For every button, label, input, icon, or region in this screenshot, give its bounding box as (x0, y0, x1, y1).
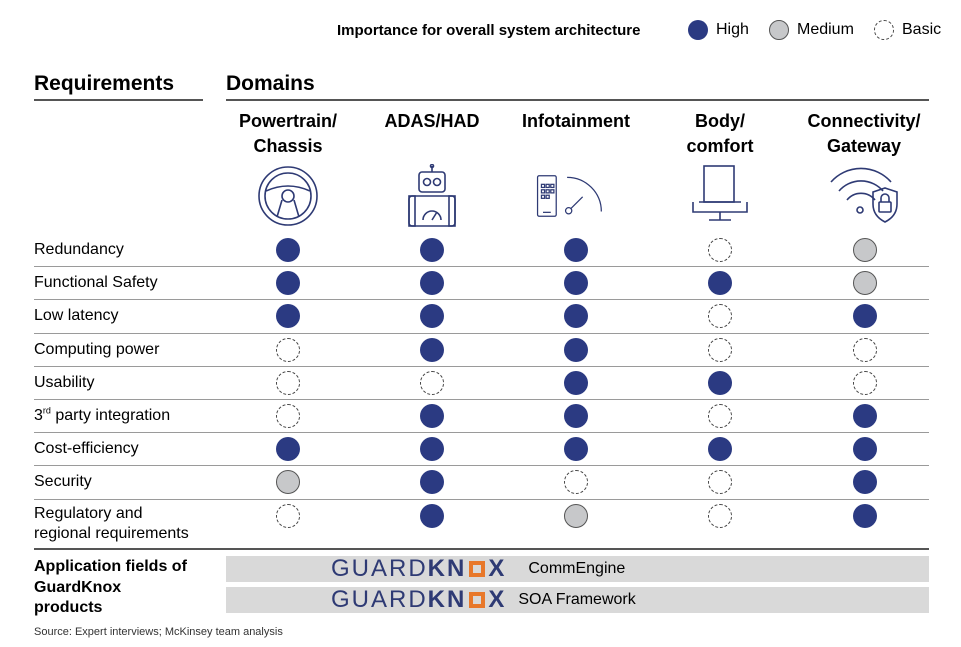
column-header-line2: Chassis (253, 136, 323, 156)
row-label (34, 504, 189, 544)
legend-title: Importance for overall system architecture (337, 22, 641, 39)
importance-dot-high (708, 371, 732, 395)
product-name: SOA Framework (518, 591, 636, 608)
importance-dot-high (708, 271, 732, 295)
importance-dot-high (420, 304, 444, 328)
importance-dot-basic (708, 304, 732, 328)
row-label-text: Low latency (34, 307, 119, 325)
importance-dot-high (276, 238, 300, 262)
importance-dot-basic (420, 371, 444, 395)
column-header-body (645, 109, 795, 159)
logo-text-x: X (488, 586, 507, 613)
row-label-line1 (34, 306, 119, 326)
row-label-line1 (34, 504, 189, 524)
importance-dot-basic (276, 338, 300, 362)
row-label (34, 406, 170, 426)
logo-text-guard: GUARD (331, 586, 428, 613)
column-header-adas (357, 109, 507, 134)
row-label (34, 306, 119, 326)
column-header-line1: ADAS/HAD (384, 111, 480, 131)
importance-dot-high (276, 271, 300, 295)
row-divider (34, 465, 929, 466)
importance-dot-high (276, 437, 300, 461)
column-header-line1: Infotainment (522, 111, 630, 131)
importance-dot-high (853, 437, 877, 461)
product-name: CommEngine (528, 560, 626, 577)
legend-high-label: High (716, 21, 749, 38)
column-header-line1: Powertrain/ (238, 111, 338, 131)
importance-dot-basic (708, 238, 732, 262)
importance-dot-high (420, 470, 444, 494)
importance-dot-basic (708, 470, 732, 494)
importance-dot-medium (853, 271, 877, 295)
importance-dot-basic (708, 338, 732, 362)
importance-dot-high (420, 271, 444, 295)
row-label-text: Security (34, 473, 92, 491)
row-label-text: Usability (34, 373, 95, 391)
importance-dot-high (564, 304, 588, 328)
column-header-line1: Connectivity/ (807, 111, 921, 131)
source-note: Source: Expert interviews; McKinsey team analysis (34, 626, 283, 638)
logo-text-guard: GUARD (331, 555, 428, 582)
wifi-lock-icon (829, 164, 899, 228)
column-header-line1: Body/ (694, 111, 745, 131)
importance-dot-basic (853, 338, 877, 362)
row-label-text: 3 (34, 407, 43, 424)
row-label-text: Functional Safety (34, 274, 158, 292)
legend-high-dot (688, 20, 708, 40)
row-label-superscript: rd (42, 405, 51, 416)
importance-dot-high (564, 271, 588, 295)
application-label-line: GuardKnox (34, 578, 122, 596)
importance-dot-high (420, 404, 444, 428)
importance-dot-high (564, 437, 588, 461)
domains-heading: Domains (226, 72, 315, 95)
column-header-infotainment (501, 109, 651, 134)
row-label-line2: regional requirements (34, 524, 189, 542)
legend-medium-label: Medium (797, 21, 854, 38)
importance-dot-high (853, 470, 877, 494)
importance-dot-medium (276, 470, 300, 494)
legend-basic-dot (874, 20, 894, 40)
row-label-line1 (34, 439, 139, 459)
importance-dot-high (564, 238, 588, 262)
importance-dot-basic (276, 404, 300, 428)
importance-dot-high (564, 338, 588, 362)
guardknox-logo (331, 586, 506, 614)
legend-item-high (688, 18, 749, 42)
row-label (34, 373, 94, 393)
domains-divider (226, 99, 929, 101)
importance-dot-high (853, 404, 877, 428)
application-label-line: Application fields of (34, 558, 187, 575)
logo-text-x: X (488, 555, 507, 582)
importance-dot-high (276, 304, 300, 328)
importance-dot-high (564, 404, 588, 428)
importance-dot-high (564, 371, 588, 395)
importance-dot-high (853, 304, 877, 328)
application-fields-label (34, 557, 187, 619)
importance-dot-medium (853, 238, 877, 262)
steering-wheel-icon (253, 164, 323, 228)
row-label-line1 (34, 406, 170, 426)
row-divider (34, 366, 929, 367)
row-label-line1 (34, 472, 92, 492)
importance-dot-high (853, 504, 877, 528)
legend-basic-label: Basic (902, 21, 942, 38)
legend-item-medium (769, 18, 854, 42)
product-bar-soa (226, 587, 929, 613)
importance-dot-high (420, 238, 444, 262)
row-divider (34, 299, 929, 300)
importance-dot-basic (708, 504, 732, 528)
column-header-connectivity (789, 109, 939, 159)
row-divider (34, 333, 929, 334)
row-divider (34, 432, 929, 433)
row-divider (34, 499, 929, 500)
row-divider (34, 399, 929, 400)
row-label-rest: party integration (50, 407, 171, 424)
legend-medium-dot (769, 20, 789, 40)
product-bar-commengine (226, 556, 929, 582)
smartphone-gauge-icon (536, 164, 606, 228)
row-label-text: Redundancy (34, 241, 124, 258)
row-label-line1 (34, 240, 124, 260)
importance-dot-high (708, 437, 732, 461)
importance-dot-high (420, 504, 444, 528)
robot-icon (397, 164, 467, 228)
importance-dot-high (420, 338, 444, 362)
importance-dot-basic (276, 504, 300, 528)
logo-square-icon (469, 561, 485, 577)
importance-dot-basic (708, 404, 732, 428)
legend-item-basic (874, 18, 941, 42)
requirements-heading: Requirements (34, 72, 175, 95)
importance-dot-medium (564, 504, 588, 528)
row-divider (34, 266, 929, 267)
row-label (34, 240, 124, 260)
logo-text-kn: KN (427, 586, 467, 613)
logo-text-kn: KN (427, 555, 467, 582)
row-label (34, 340, 159, 360)
column-header-line2: Gateway (826, 136, 902, 156)
car-seat-icon (685, 164, 755, 228)
row-divider (34, 548, 929, 550)
row-label-text: Cost-efficiency (34, 440, 139, 458)
application-label-line: products (34, 599, 103, 616)
requirements-divider (34, 99, 203, 101)
importance-dot-basic (853, 371, 877, 395)
row-label (34, 273, 158, 293)
importance-dot-high (420, 437, 444, 461)
importance-dot-basic (276, 371, 300, 395)
row-label-line1 (34, 373, 94, 393)
row-label-text: Regulatory and (34, 504, 143, 522)
row-label-line1 (34, 273, 158, 293)
guardknox-logo (331, 555, 506, 583)
row-label-line1 (34, 340, 159, 360)
row-label (34, 439, 139, 459)
row-label (34, 472, 92, 492)
row-label-text: Computing power (34, 340, 160, 358)
importance-dot-basic (564, 470, 588, 494)
column-header-line2: comfort (686, 136, 754, 156)
column-header-powertrain (213, 109, 363, 159)
logo-square-icon (469, 592, 485, 608)
